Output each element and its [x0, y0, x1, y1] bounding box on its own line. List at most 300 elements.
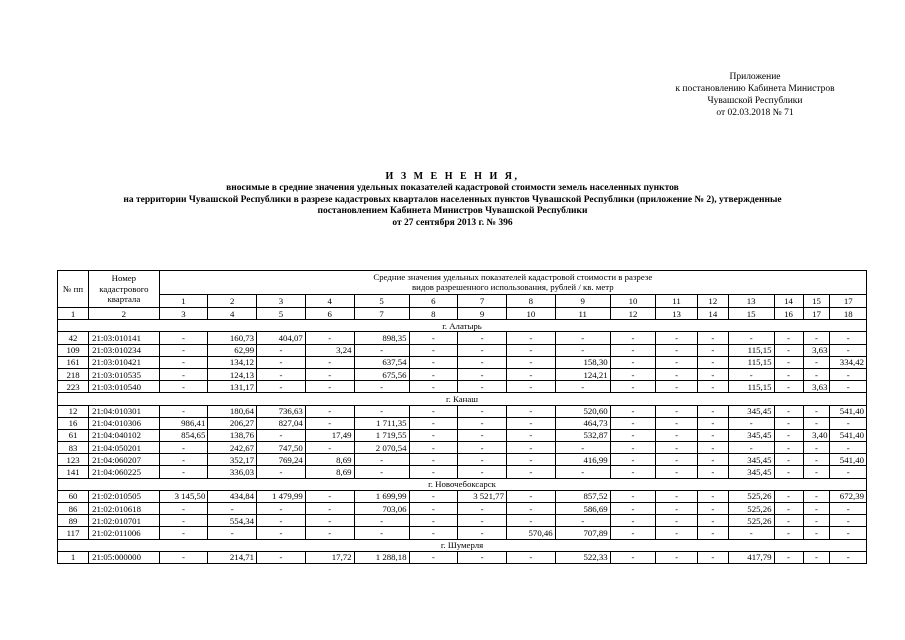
value-cell: - [830, 551, 867, 563]
value-cell: 345,45 [728, 429, 774, 441]
use-type-number: 1 [159, 294, 208, 307]
row-number: 1 [58, 551, 89, 563]
value-cell: 17,72 [305, 551, 354, 563]
row-number: 16 [58, 417, 89, 429]
value-cell: 1 699,99 [354, 490, 409, 502]
use-type-number: 11 [656, 294, 697, 307]
row-number: 60 [58, 490, 89, 502]
value-cell: - [257, 429, 306, 441]
cadastral-quarter: 21:03:010535 [89, 368, 160, 380]
value-cell: - [354, 527, 409, 539]
value-cell: - [697, 503, 728, 515]
value-cell: - [610, 429, 656, 441]
value-cell: - [774, 356, 803, 368]
header-cadastral-quarter: Номер кадастрового квартала [89, 271, 160, 308]
city-name: г. Шумерля [58, 539, 867, 551]
value-cell: 242,67 [208, 442, 257, 454]
value-cell: 180,64 [208, 405, 257, 417]
value-cell: - [458, 368, 507, 380]
value-cell: 8,69 [305, 454, 354, 466]
value-cell: - [656, 356, 697, 368]
value-cell: 115,15 [728, 381, 774, 393]
cadastral-quarter: 21:04:050201 [89, 442, 160, 454]
value-cell: 214,71 [208, 551, 257, 563]
value-cell: 404,07 [257, 332, 306, 344]
value-cell: - [409, 551, 458, 563]
value-cell: - [774, 503, 803, 515]
row-number: 89 [58, 515, 89, 527]
table-row [58, 551, 867, 563]
value-cell: - [409, 368, 458, 380]
table-row [58, 368, 867, 380]
value-cell: - [305, 527, 354, 539]
use-type-number: 4 [305, 294, 354, 307]
value-cell: - [257, 356, 306, 368]
heading-line: от 27 сентября 2013 г. № 396 [392, 218, 513, 229]
row-number: 161 [58, 356, 89, 368]
value-cell: - [159, 368, 208, 380]
cadastral-quarter: 21:02:010701 [89, 515, 160, 527]
column-number: 1 [58, 308, 89, 320]
value-cell: - [610, 368, 656, 380]
value-cell: - [803, 503, 830, 515]
value-cell: - [409, 344, 458, 356]
value-cell: - [697, 356, 728, 368]
column-number: 18 [830, 308, 867, 320]
cadastral-quarter: 21:03:010141 [89, 332, 160, 344]
value-cell: 334,42 [830, 356, 867, 368]
value-cell: - [555, 515, 610, 527]
value-cell: 672,39 [830, 490, 867, 502]
value-cell: 586,69 [555, 503, 610, 515]
value-cell: - [830, 503, 867, 515]
value-cell: - [610, 442, 656, 454]
value-cell: - [458, 405, 507, 417]
value-cell: 62,99 [208, 344, 257, 356]
value-cell: - [458, 332, 507, 344]
value-cell: - [774, 417, 803, 429]
value-cell: 3,40 [803, 429, 830, 441]
value-cell: 1 288,18 [354, 551, 409, 563]
cadastral-quarter: 21:03:010540 [89, 381, 160, 393]
value-cell: - [409, 503, 458, 515]
value-cell: - [774, 381, 803, 393]
heading-line: вносимые в средние значения удельных показателей кадастровой стоимости земель населенных пунктов [226, 182, 679, 193]
value-cell: 2 070,54 [354, 442, 409, 454]
use-type-number: 13 [728, 294, 774, 307]
appendix-line: от 02.03.2018 № 71 [716, 108, 794, 118]
value-cell: 158,30 [555, 356, 610, 368]
value-cell: 3,24 [305, 344, 354, 356]
value-cell: - [656, 429, 697, 441]
value-cell: - [697, 429, 728, 441]
value-cell: 541,40 [830, 405, 867, 417]
value-cell: 986,41 [159, 417, 208, 429]
use-type-number: 2 [208, 294, 257, 307]
value-cell: - [656, 466, 697, 478]
value-cell: - [506, 356, 555, 368]
value-cell: 345,45 [728, 466, 774, 478]
value-cell: - [305, 503, 354, 515]
value-cell: - [697, 515, 728, 527]
value-cell: - [159, 405, 208, 417]
value-cell: - [697, 490, 728, 502]
value-cell: 3,63 [803, 344, 830, 356]
value-cell: - [506, 429, 555, 441]
value-cell: 520,60 [555, 405, 610, 417]
value-cell: 541,40 [830, 429, 867, 441]
value-cell: - [656, 490, 697, 502]
value-cell: - [697, 381, 728, 393]
use-type-number: 15 [803, 294, 830, 307]
value-cell: - [458, 503, 507, 515]
value-cell: - [159, 344, 208, 356]
value-cell: 675,56 [354, 368, 409, 380]
value-cell: 3,63 [803, 381, 830, 393]
value-cell: - [803, 417, 830, 429]
value-cell: - [656, 515, 697, 527]
value-cell: - [409, 490, 458, 502]
column-number: 2 [89, 308, 160, 320]
value-cell: - [774, 442, 803, 454]
value-cell: - [610, 551, 656, 563]
value-cell: - [803, 490, 830, 502]
table-row [58, 454, 867, 466]
value-cell: - [656, 551, 697, 563]
value-cell: - [697, 368, 728, 380]
value-cell: 1 711,35 [354, 417, 409, 429]
row-number: 83 [58, 442, 89, 454]
header-use-types-row [58, 294, 867, 307]
value-cell: - [208, 527, 257, 539]
header-values-line: видов разрешенного использования, рублей / кв. метр [412, 282, 614, 293]
column-number: 7 [354, 308, 409, 320]
value-cell: - [506, 454, 555, 466]
value-cell: 1 479,99 [257, 490, 306, 502]
value-cell: 3 145,50 [159, 490, 208, 502]
table-row [58, 381, 867, 393]
value-cell: - [830, 381, 867, 393]
value-cell: - [506, 515, 555, 527]
value-cell: - [830, 466, 867, 478]
value-cell: 637,54 [354, 356, 409, 368]
column-number: 12 [610, 308, 656, 320]
value-cell: - [697, 454, 728, 466]
column-number: 8 [409, 308, 458, 320]
value-cell: - [697, 442, 728, 454]
value-cell: - [458, 417, 507, 429]
value-cell: 570,46 [506, 527, 555, 539]
value-cell: 8,69 [305, 466, 354, 478]
value-cell: - [257, 551, 306, 563]
value-cell: - [354, 344, 409, 356]
value-cell: - [409, 515, 458, 527]
value-cell: - [555, 381, 610, 393]
value-cell: 525,26 [728, 515, 774, 527]
value-cell: - [728, 332, 774, 344]
value-cell: - [774, 368, 803, 380]
value-cell: - [257, 503, 306, 515]
value-cell: - [159, 442, 208, 454]
value-cell: - [257, 515, 306, 527]
value-cell: - [305, 405, 354, 417]
value-cell: - [774, 551, 803, 563]
heading-line: на территории Чувашской Республики в разрезе кадастровых кварталов населенных пунктов Чувашской Республики (приложение № 2), утвержденные [123, 194, 782, 205]
value-cell: - [257, 381, 306, 393]
cadastral-quarter: 21:02:011006 [89, 527, 160, 539]
column-number: 16 [774, 308, 803, 320]
value-cell: - [656, 503, 697, 515]
value-cell: - [610, 490, 656, 502]
value-cell: - [697, 466, 728, 478]
use-type-number: 12 [697, 294, 728, 307]
value-cell: - [257, 466, 306, 478]
value-cell: - [555, 344, 610, 356]
row-number: 218 [58, 368, 89, 380]
column-number: 5 [257, 308, 306, 320]
value-cell: - [305, 515, 354, 527]
value-cell: - [610, 515, 656, 527]
value-cell: 827,04 [257, 417, 306, 429]
value-cell: 854,65 [159, 429, 208, 441]
value-cell: 736,63 [257, 405, 306, 417]
header-row [58, 271, 867, 295]
row-number: 12 [58, 405, 89, 417]
value-cell: - [458, 356, 507, 368]
value-cell: 707,89 [555, 527, 610, 539]
value-cell: - [656, 368, 697, 380]
row-number: 42 [58, 332, 89, 344]
column-number: 15 [728, 308, 774, 320]
value-cell: - [803, 405, 830, 417]
value-cell: - [656, 417, 697, 429]
appendix-block [640, 71, 870, 119]
value-cell: - [506, 490, 555, 502]
value-cell: - [774, 332, 803, 344]
value-cell: - [697, 417, 728, 429]
table-row [58, 527, 867, 539]
table-row [58, 332, 867, 344]
table-row [58, 466, 867, 478]
value-cell: - [610, 381, 656, 393]
use-type-number: 14 [774, 294, 803, 307]
value-cell: - [458, 527, 507, 539]
value-cell: 336,03 [208, 466, 257, 478]
value-cell: - [159, 454, 208, 466]
table-row [58, 356, 867, 368]
use-type-number: 10 [610, 294, 656, 307]
value-cell: - [803, 551, 830, 563]
value-cell: - [656, 527, 697, 539]
value-cell: - [728, 417, 774, 429]
value-cell: 124,13 [208, 368, 257, 380]
value-cell: 532,87 [555, 429, 610, 441]
value-cell: - [305, 442, 354, 454]
cadastral-quarter: 21:02:010618 [89, 503, 160, 515]
document-title: И З М Е Н Е Н И Я, [385, 171, 520, 182]
header-no: № пп [58, 271, 89, 308]
value-cell: 434,84 [208, 490, 257, 502]
use-type-number: 3 [257, 294, 306, 307]
value-cell: - [830, 332, 867, 344]
value-cell: - [610, 466, 656, 478]
value-cell: - [354, 405, 409, 417]
value-cell: - [610, 332, 656, 344]
value-cell: - [656, 381, 697, 393]
value-cell: - [409, 466, 458, 478]
table-row [58, 515, 867, 527]
value-cell: - [610, 454, 656, 466]
value-cell: - [774, 344, 803, 356]
column-number: 17 [803, 308, 830, 320]
cadastral-quarter: 21:04:060225 [89, 466, 160, 478]
value-cell: - [159, 503, 208, 515]
value-cell: 138,76 [208, 429, 257, 441]
value-cell: - [803, 356, 830, 368]
value-cell: - [409, 332, 458, 344]
value-cell: 417,79 [728, 551, 774, 563]
value-cell: - [830, 515, 867, 527]
value-cell: 131,17 [208, 381, 257, 393]
value-cell: 206,27 [208, 417, 257, 429]
value-cell: - [354, 454, 409, 466]
value-cell: - [555, 442, 610, 454]
value-cell: - [803, 466, 830, 478]
cadastral-quarter: 21:04:010301 [89, 405, 160, 417]
value-cell: - [458, 551, 507, 563]
value-cell: - [555, 466, 610, 478]
value-cell: - [803, 442, 830, 454]
appendix-line: Чувашской Республики [707, 96, 803, 106]
table-row [58, 442, 867, 454]
row-number: 141 [58, 466, 89, 478]
value-cell: - [610, 527, 656, 539]
value-cell: - [409, 442, 458, 454]
value-cell: - [305, 490, 354, 502]
city-name: г. Канаш [58, 393, 867, 405]
value-cell: - [830, 442, 867, 454]
value-cell: - [656, 405, 697, 417]
value-cell: 416,99 [555, 454, 610, 466]
value-cell: - [728, 442, 774, 454]
value-cell: - [830, 368, 867, 380]
value-cell: - [354, 466, 409, 478]
value-cell: - [354, 381, 409, 393]
table-row [58, 490, 867, 502]
value-cell: - [506, 405, 555, 417]
value-cell: 522,33 [555, 551, 610, 563]
value-cell: - [610, 356, 656, 368]
value-cell: - [506, 442, 555, 454]
value-cell: 134,12 [208, 356, 257, 368]
value-cell: 1 719,55 [354, 429, 409, 441]
value-cell: - [159, 356, 208, 368]
value-cell: - [728, 527, 774, 539]
value-cell: - [774, 515, 803, 527]
heading-line: постановлением Кабинета Министров Чувашской Республики [317, 206, 588, 217]
value-cell: - [610, 417, 656, 429]
value-cell: 703,06 [354, 503, 409, 515]
value-cell: - [159, 466, 208, 478]
use-type-number: 8 [506, 294, 555, 307]
column-number: 11 [555, 308, 610, 320]
value-cell: - [305, 417, 354, 429]
value-cell: 525,26 [728, 490, 774, 502]
value-cell: - [774, 527, 803, 539]
city-name: г. Алатырь [58, 320, 867, 332]
cadastral-value-table [57, 270, 867, 564]
value-cell: 747,50 [257, 442, 306, 454]
value-cell: - [208, 503, 257, 515]
value-cell: 525,26 [728, 503, 774, 515]
value-cell: - [803, 515, 830, 527]
value-cell: - [774, 405, 803, 417]
value-cell: - [409, 405, 458, 417]
use-type-number: 9 [555, 294, 610, 307]
value-cell: - [159, 527, 208, 539]
table-row [58, 344, 867, 356]
city-row [58, 539, 867, 551]
table-row [58, 405, 867, 417]
value-cell: 17,49 [305, 429, 354, 441]
value-cell: - [656, 442, 697, 454]
value-cell: - [656, 454, 697, 466]
value-cell: - [159, 332, 208, 344]
value-cell: - [830, 417, 867, 429]
value-cell: - [506, 344, 555, 356]
value-cell: - [803, 527, 830, 539]
value-cell: - [610, 344, 656, 356]
use-type-number: 6 [409, 294, 458, 307]
value-cell: - [305, 332, 354, 344]
value-cell: - [458, 344, 507, 356]
column-number-row [58, 308, 867, 320]
value-cell: - [257, 344, 306, 356]
use-type-number: 7 [458, 294, 507, 307]
value-cell: 352,17 [208, 454, 257, 466]
value-cell: 345,45 [728, 405, 774, 417]
city-row [58, 320, 867, 332]
appendix-line: Приложение [729, 72, 781, 82]
value-cell: 464,73 [555, 417, 610, 429]
row-number: 109 [58, 344, 89, 356]
value-cell: - [409, 454, 458, 466]
value-cell: - [409, 527, 458, 539]
table-row [58, 503, 867, 515]
value-cell: - [610, 503, 656, 515]
value-cell: - [803, 368, 830, 380]
value-cell: - [656, 332, 697, 344]
cadastral-quarter: 21:05:000000 [89, 551, 160, 563]
value-cell: - [257, 527, 306, 539]
value-cell: - [774, 454, 803, 466]
value-cell: - [305, 381, 354, 393]
cadastral-quarter: 21:03:010421 [89, 356, 160, 368]
value-cell: - [159, 515, 208, 527]
value-cell: - [409, 417, 458, 429]
value-cell: - [458, 429, 507, 441]
value-cell: - [697, 527, 728, 539]
value-cell: - [409, 381, 458, 393]
city-row [58, 478, 867, 490]
value-cell: 3 521,77 [458, 490, 507, 502]
cadastral-quarter: 21:04:010306 [89, 417, 160, 429]
column-number: 10 [506, 308, 555, 320]
value-cell: - [506, 551, 555, 563]
row-number: 86 [58, 503, 89, 515]
appendix-line: к постановлению Кабинета Министров [675, 84, 835, 94]
header-values-line: Средние значения удельных показателей кадастровой стоимости в разрезе [373, 271, 653, 282]
